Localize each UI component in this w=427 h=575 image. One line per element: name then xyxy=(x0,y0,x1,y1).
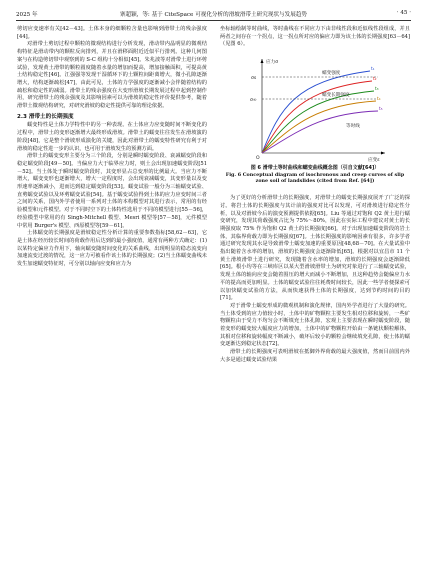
t1-label: t₁ xyxy=(371,67,375,73)
annotation-creep-strength: 蠕变强度 xyxy=(322,71,341,77)
figure-6 xyxy=(220,53,410,193)
paragraph: 对滑带土剪切过程中颗粒的微观结构进行分析发现，滑动带内晶明显的微观结构特征是滑动带内的颗粒反向排列，并且在滑移面附近近似平行排列。这种几何图案与在构造剪切带中观察到的 S-C 组构十分相似[45]。朱兆波等对滑带土进行环剪试验，发现黄土滑带的颗粒圆度随着水量的增加而提高，增加接触面积，可提高黄土结构稳定性[46]。江强强等发现干湿循环下的土颗粒间距离增大，微小孔隙逐渐增大，结构逐渐疏松[47]，由此可见，土体的力学强度的逐渐减小会伴随着结构的疏松和稳定性的减弱。滑带土的残余强度在大变形滑坡长期发展过程中起到控制作用，研究滑带土的残余强度及其影响因素可以为滑坡的稳定性评价提供参考，随着滑带土微观结构研究，对研究滑坡的稳定性提供可靠的理论依据。 xyxy=(17,41,207,110)
paragraph: 滑带土的蠕变变形主要分为三个阶段，分别是瞬时蠕变阶段、衰减蠕变阶段和稳定蠕变阶段[49－50]。当偏应力大于临界应力时，则土会出现加速蠕变阶段[51－52]。当土体处于瞬时蠕变阶段时，其变形显占总变形的比例最大。当应力不断增大，蠕变变形也逐渐增大，增大一定程度时，会出现衰减蠕变，其变形量以及变形速率逐渐减小，进而达到稳定蠕变阶段[53]。蠕变试验一般分为三轴蠕变试验、直剪蠕变试验以及环剪蠕变试验[54]。基于蠕变试验得到土体的应力应变时间三者之间的关系，国内外学者使用一系列对土体的本构模型对其进行表示，常用的有经验模型和元件模型。对于不同时空下的土体特性选用于不同的模型进行[55－56]，经验模型中常用的有 Singh-Mitchell 模型、Mesri 模型等[57－58]，元件模型中常用 Burger's 模型、西原模型等[59－61]。 xyxy=(17,153,207,229)
paragraph: 剪切应变速率有关[42－43]。土体本身的细颗粒含量也影响到滑带土的残余强度[44]。 xyxy=(17,26,207,40)
annotation-isochrone: 等时线 xyxy=(346,124,360,130)
t2-label: t₂ xyxy=(373,77,377,83)
header-page-number: · 45 · xyxy=(396,10,411,16)
annotation-long-term-strength: 蠕变长期强度 xyxy=(322,93,350,99)
header-running-title: 寨超颖，等: 基于 CiteSpace 可视化分析的滑坡滑带土研究现状与发展趋势 xyxy=(119,12,308,18)
header-year: 2025 年 xyxy=(16,12,38,18)
sigma-inf-label: σ∞ xyxy=(250,98,257,104)
paragraph: 对于滑带土蠕变形成的微观机制和演化规律，国内外学者进行了大量的研究。当土体受到的应力值较小时，土体中的矿物颗粒主要发生相对位移和旋转，一些矿物颗粒由于受力不均匀会不断填充土体孔隙，宏观上主要表现在瞬时蠕变阶段，随着变形的蠕变较大幅度应力的增加，土体中的矿物颗粒开始由一条链状颗粒解体，其相对位移和旋转幅度不断减小，破坏后较小的颗粒会继续填充孔隙，使土体的蠕变逐渐达到稳定状态[72]。 xyxy=(220,302,410,348)
sigma-s-label: σs xyxy=(251,76,257,82)
figure-caption-cn: 图 6 滑带土等时曲线和蠕变曲线概念图（引自文献[64]） xyxy=(250,165,380,172)
right-column xyxy=(220,26,410,365)
paragraph: 滑带土的长期强度可表明滑坡在抵御外界荷载的最大强度值，然而目前国内外大多是通过蠕变试验结果 xyxy=(220,349,410,363)
section-heading: 2.3 滑带土的长期强度 xyxy=(17,113,74,120)
y-axis-label: 应力σ xyxy=(266,60,279,66)
origin-label: O xyxy=(256,156,260,162)
x-axis-arrow xyxy=(381,152,385,155)
t5-label: t₅ xyxy=(379,107,383,113)
paragraph: 蠕变特性是土体力学特性中的另一种表现。在土体应力应变随时间不断变化的过程中，滑带土的变形逐渐增大最终形成滑坡。滑带土的蠕变往往发生在滑坡演的阶段[48]，它是整个滑坡形成演化的关键，因此对滑带土的蠕变特性研究有利于对滑坡的稳定性进一步的认识，也可用于滑坡发生的预测方面。 xyxy=(17,122,207,152)
left-column xyxy=(17,26,207,269)
isochrone-diagram xyxy=(250,53,390,163)
figure-caption-en: Fig. 6 Conceptual diagram of isochronous and creep curves of slip zone soil of landslides (cited from Ref. [64]) xyxy=(225,171,405,184)
running-header xyxy=(16,8,411,21)
t3-label: t₃ xyxy=(375,87,379,93)
t4-label: t₄ xyxy=(377,97,381,103)
y-axis-arrow xyxy=(261,59,264,63)
paragraph: 土体蠕变的长期强度是滑坡稳定性分析计算的重要参数指标[58,62－63]，它是土体在经历较长时间的荷载作用后达到的最小强度值，通常有两种方式确定：(1)以某特定偏应力作用下，轴向蠕变随时间变化的关系曲线，出现明显的稳态流变向加速流变过渡的情况，这一应力可被看作该土体的长期强度；(2)当土体蠕变曲线未发生加速蠕变特征时，可分别以轴向应变和应力为 xyxy=(17,230,207,268)
paragraph: 坐标轴绘制等时曲线，等时曲线在不同应力下由非线性段和近似线性段组成，并且两者之间存在一个拐点，这一拐点所对应的偏应力即为该土体的长期强度[63－64]（见图 6）。 xyxy=(220,26,410,48)
x-axis-label: 应变ε xyxy=(368,158,380,164)
paragraph: 为了更好的分析滑带土的长期强度，对滑带土的蠕变长期强度展开了广泛的探讨。将岩土体的长期强度与其计前的强度对比可以发现，可对滑坡进行稳定性分析，以及对滑坡今后的演变预测提供依据[65]。Liu 等通过对饱和 Q2 黄土进行蠕变研究，发现其荷载强度占比为 75%～80%，因此在实际工程中建议对黄土的长期强度取 75% 作为饱和 Q2 黄土的长期强度[66]。对于出现加速蠕变阶段的岩土体，其临界荷载力即为长期强度[67]。土体长期强度的影响因素有很多，许多学者通过研究发现其水是导致滑带土蠕变加速的重要原因[48,68－70]。在大量试验中指出随着含水率的增加，滑坡的长期强度会逐渐降低[65]。根据对以宜昌市 11 个黄土滑坡滑带土进行研究，发现随着含水率的增加，滑坡的长期强度会逐渐降低[65]。根小均等在三峡库区以某大型滑坡滑带土为研究对象进行了三轴蠕变试验，发现土体的轴向应变会随着围压的增大而减小不断增加，且这种趋势会随偏应力水平的提高而更加明显。土体的蠕变试验往往耗费时间较长，因此一些学者便探索可以加快蠕变试验的方法，从而快速获得土体的长期强度，达到节约时间的目的[71]。 xyxy=(220,195,410,302)
isochrone-curve-t2 xyxy=(262,81,372,153)
